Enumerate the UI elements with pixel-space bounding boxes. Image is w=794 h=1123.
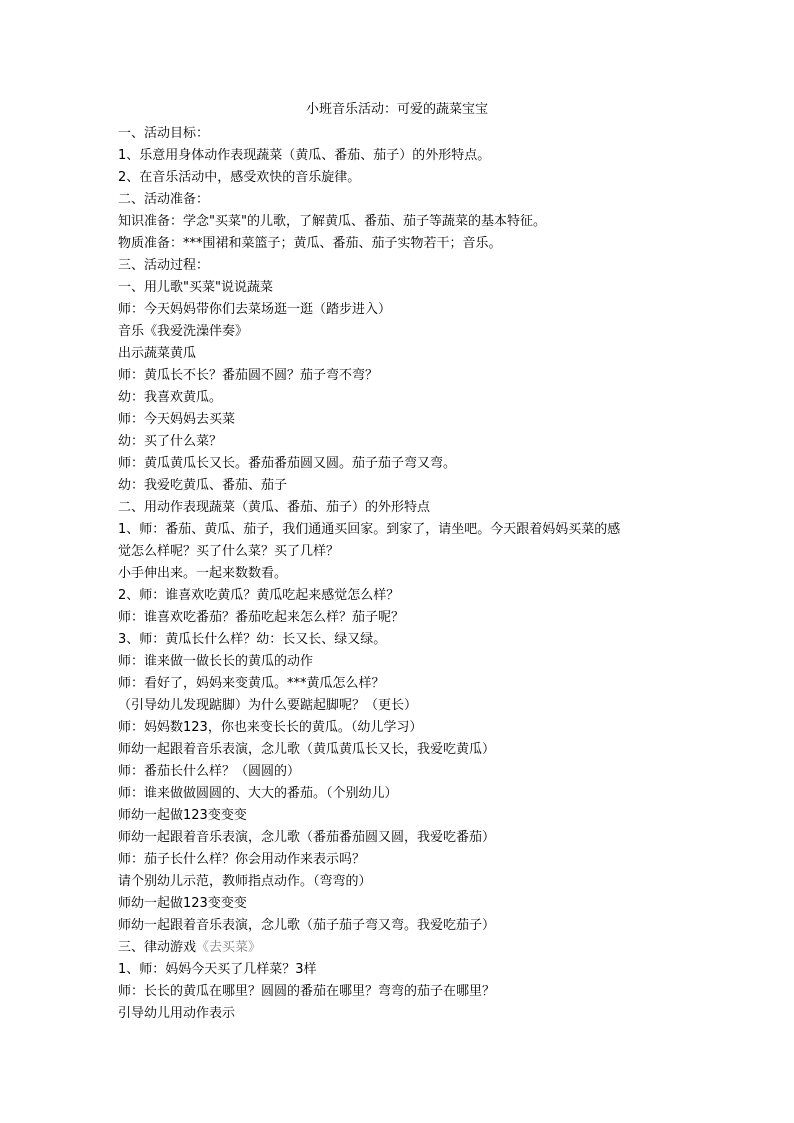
- body-line: 物质准备：***围裙和菜篮子；黄瓜、番茄、茄子实物若干；音乐。: [118, 236, 502, 251]
- body-line: 师：长长的黄瓜在哪里？圆圆的番茄在哪里？弯弯的茄子在哪里？: [118, 984, 496, 999]
- body-line: 师幼一起跟着音乐表演，念儿歌（黄瓜黄瓜长又长，我爱吃黄瓜）: [118, 742, 496, 757]
- body-line: 三、活动过程：: [118, 258, 210, 273]
- body-line: 音乐《我爱洗澡伴奏》: [118, 324, 249, 339]
- game-title: 《去买菜》: [196, 940, 262, 955]
- body-line: 师：茄子长什么样？你会用动作来表示吗？: [118, 852, 366, 867]
- game-heading-label: 三、律动游戏: [118, 940, 197, 955]
- section-heading-game: [118, 937, 678, 959]
- body-line: 二、活动准备：: [118, 192, 210, 207]
- body-line: （引导幼儿发现踮脚）为什么要踮起脚呢？（更长）: [118, 698, 418, 713]
- body-line: 师：今天妈妈去买菜: [118, 412, 236, 427]
- document-title: 小班音乐活动：可爱的蔬菜宝宝: [305, 102, 488, 117]
- body-line: 觉怎么样呢？买了什么菜？买了几样？: [118, 544, 340, 559]
- body-line: 师：妈妈数123，你也来变长长的黄瓜。（幼儿学习）: [118, 720, 423, 735]
- body-line: 二、用动作表现蔬菜（黄瓜、番茄、茄子）的外形特点: [118, 500, 431, 515]
- body-line: 师：番茄长什么样？（圆圆的）: [118, 764, 301, 779]
- document-body: [118, 123, 678, 1025]
- body-line: 师：谁来做做圆圆的、大大的番茄。（个别幼儿）: [118, 786, 398, 801]
- body-line: 幼：我爱吃黄瓜、番茄、茄子: [118, 478, 288, 493]
- body-line: 师：黄瓜长不长？番茄圆不圆？茄子弯不弯？: [118, 368, 379, 383]
- body-line: 师幼一起跟着音乐表演，念儿歌（番茄番茄圆又圆，我爱吃番茄）: [118, 830, 496, 845]
- body-line: 1、师：妈妈今天买了几样菜？3样: [118, 962, 317, 977]
- body-line: 请个别幼儿示范，教师指点动作。（弯弯的）: [118, 874, 372, 889]
- body-line: 3、师：黄瓜长什么样？幼：长又长、绿又绿。: [118, 632, 387, 647]
- body-line: 出示蔬菜黄瓜: [118, 346, 197, 361]
- body-line: 师：黄瓜黄瓜长又长。番茄番茄圆又圆。茄子茄子弯又弯。: [118, 456, 457, 471]
- body-line: 师：谁喜欢吃番茄？番茄吃起来怎么样？茄子呢？: [118, 610, 405, 625]
- body-line: 一、活动目标：: [118, 126, 210, 141]
- body-line: 师幼一起做123变变变: [118, 808, 247, 823]
- body-line: 幼：我喜欢黄瓜。: [118, 390, 223, 405]
- body-line: 知识准备：学念"买菜"的儿歌，了解黄瓜、番茄、茄子等蔬菜的基本特征。: [118, 214, 546, 229]
- body-line: 1、师：番茄、黄瓜、茄子，我们通通买回家。到家了，请坐吧。今天跟着妈妈买菜的感: [118, 522, 621, 537]
- body-line: 师幼一起跟着音乐表演，念儿歌（茄子茄子弯又弯。我爱吃茄子）: [118, 918, 496, 933]
- body-line: 引导幼儿用动作表示: [118, 1006, 236, 1021]
- body-line: 师幼一起做123变变变: [118, 896, 247, 911]
- body-line: 师：今天妈妈带你们去菜场逛一逛（踏步进入）: [118, 302, 392, 317]
- body-line: 师：谁来做一做长长的黄瓜的动作: [118, 654, 314, 669]
- body-line: 幼：买了什么菜？: [118, 434, 223, 449]
- body-line: 一、用儿歌"买菜"说说蔬菜: [118, 280, 273, 295]
- body-line: 师：看好了，妈妈来变黄瓜。***黄瓜怎么样？: [118, 676, 385, 691]
- body-line: 2、师：谁喜欢吃黄瓜？黄瓜吃起来感觉怎么样？: [118, 588, 400, 603]
- body-line: 小手伸出来。一起来数数看。: [118, 566, 288, 581]
- body-line: 2、在音乐活动中，感受欢快的音乐旋律。: [118, 170, 361, 185]
- body-line: 1、乐意用身体动作表现蔬菜（黄瓜、番茄、茄子）的外形特点。: [118, 148, 491, 163]
